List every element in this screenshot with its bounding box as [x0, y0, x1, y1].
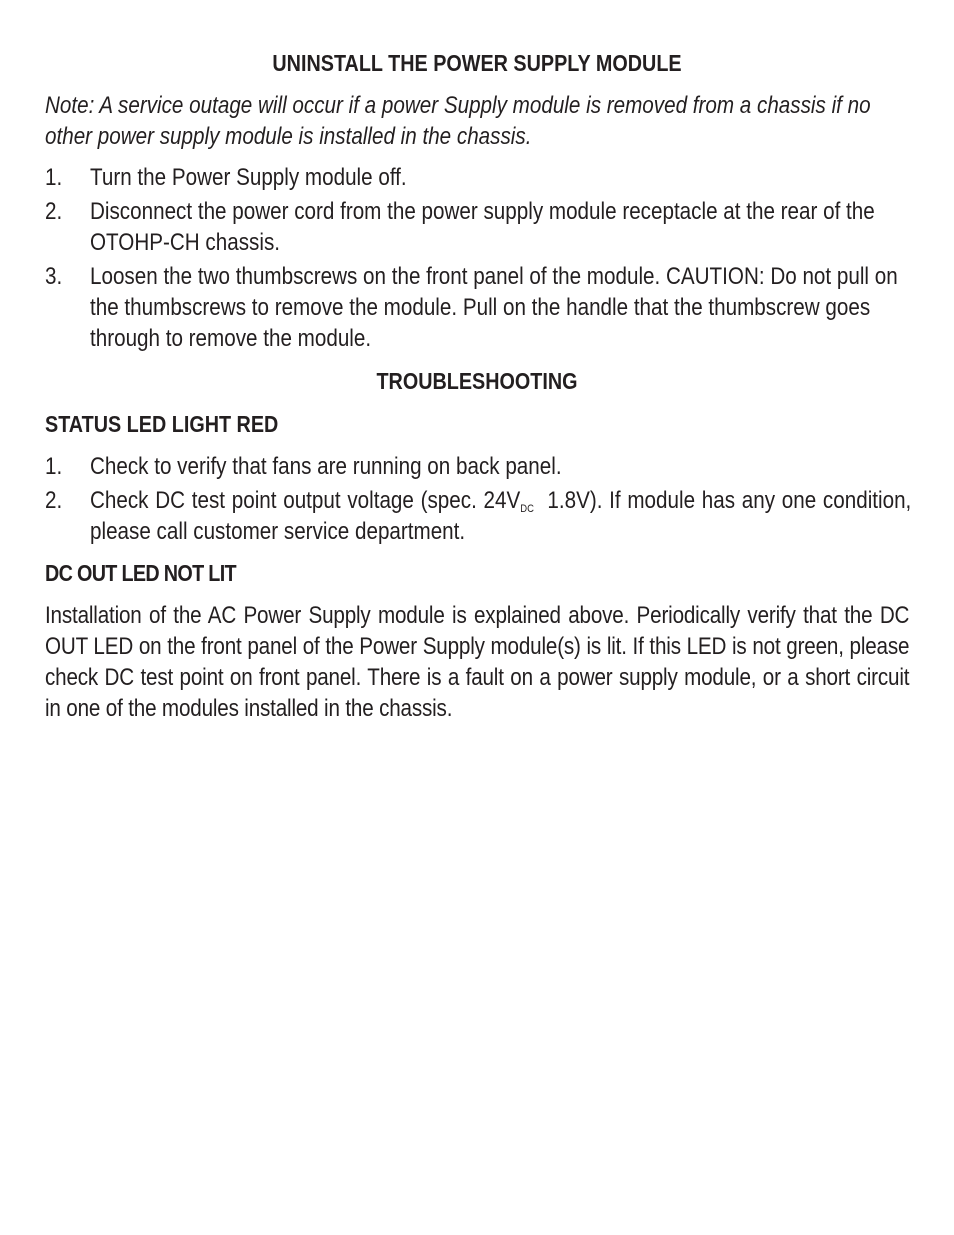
list-item: [45, 261, 909, 354]
uninstall-steps: [45, 162, 909, 354]
step-number: 2.: [45, 487, 63, 514]
dc-out-led-paragraph: Installation of the AC Power Supply module is explained above. Periodically verify that the DC OUT LED on the front panel of the Power Supply module(s) is lit. If this LED is not green, please check DC test point on front panel. There is a fault on a power supply module, or a short circuit in one of the modules installed in the chassis.: [45, 602, 910, 722]
step-number: 1.: [45, 453, 63, 480]
list-item: [45, 451, 909, 482]
troubleshooting-heading: TROUBLESHOOTING: [376, 368, 578, 394]
status-led-heading: STATUS LED LIGHT RED: [45, 411, 279, 437]
step-number: 3.: [45, 263, 63, 290]
document-page: [45, 46, 918, 724]
list-item: [45, 485, 918, 547]
list-item: [45, 196, 909, 258]
service-outage-note: Note: A service outage will occur if a power Supply module is removed from a chassis if no other power supply module is installed in the chassis.: [45, 92, 871, 150]
step-number: 1.: [45, 164, 63, 191]
step-text: [90, 485, 918, 547]
voltage-text-before: Check DC test point output voltage (spec. 24V: [90, 487, 521, 514]
step-text: Disconnect the power cord from the power supply module receptacle at the rear of the OTOHP-CH chassis.: [90, 198, 875, 256]
status-led-steps: [45, 451, 918, 547]
step-number: 2.: [45, 198, 63, 225]
step-text: Turn the Power Supply module off.: [90, 164, 407, 191]
voltage-text-after: 1.8V). If module has any one condition, please call customer service department.: [90, 487, 918, 545]
step-text: Loosen the two thumbscrews on the front panel of the module. CAUTION: Do not pull on the thumbscrews to remove the module. Pull on the handle that the thumbscrew goes through to remove the module.: [90, 263, 898, 352]
dc-subscript: DC: [520, 503, 534, 515]
dc-out-led-heading: DC OUT LED NOT LIT: [45, 560, 236, 586]
step-text: Check to verify that fans are running on back panel.: [90, 453, 562, 480]
uninstall-heading: UNINSTALL THE POWER SUPPLY MODULE: [272, 50, 682, 76]
list-item: [45, 162, 909, 193]
